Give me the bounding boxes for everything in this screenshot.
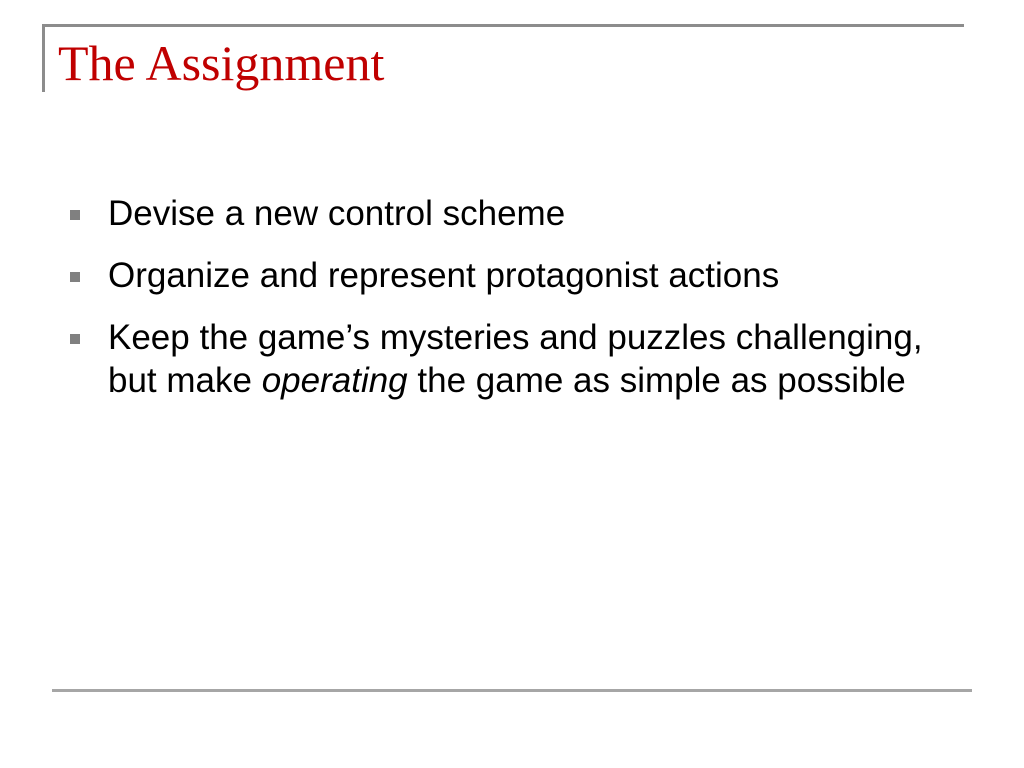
- slide-title: The Assignment: [58, 35, 385, 91]
- bullet-text: Organize and represent protagonist actions: [108, 256, 780, 295]
- bullet-item: [70, 192, 970, 235]
- bullet-text: [108, 318, 923, 400]
- title-frame-left-rule: [42, 24, 45, 92]
- title-frame-top-rule: [42, 24, 964, 27]
- square-bullet-icon: [70, 334, 80, 344]
- square-bullet-icon: [70, 210, 80, 220]
- bullet-list: [70, 192, 970, 421]
- square-bullet-icon: [70, 272, 80, 282]
- footer-rule: [52, 689, 972, 692]
- bullet-item: [70, 254, 970, 297]
- bullet-text: Devise a new control scheme: [108, 194, 566, 233]
- bullet-text-before: Keep the game’s mysteries and puzzles challenging, but make: [108, 318, 923, 400]
- bullet-text-after: the game as simple as possible: [407, 361, 906, 400]
- bullet-item: [70, 316, 970, 402]
- bullet-text-emphasis: operating: [261, 361, 408, 400]
